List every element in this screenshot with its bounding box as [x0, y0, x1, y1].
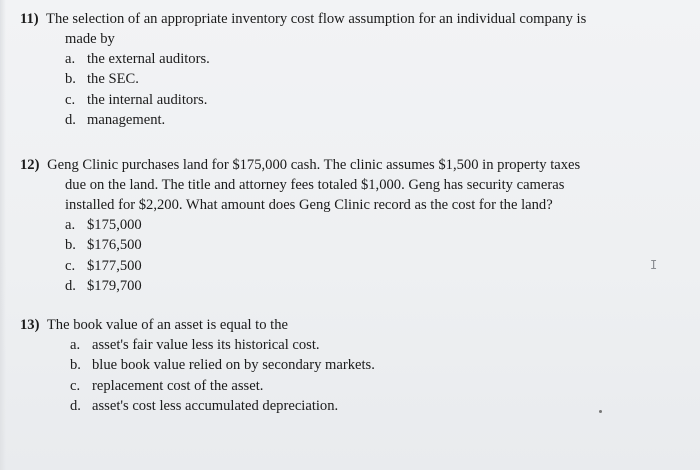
option-letter: a. [70, 337, 81, 353]
answer-option-a [65, 49, 670, 69]
option-letter: c. [70, 377, 81, 394]
question-text-line: Geng Clinic purchases land for $175,000 cash. The clinic assumes $1,500 in property taxes [47, 157, 581, 173]
option-letter: d. [70, 398, 81, 415]
option-text: asset's fair value less its historical cost. [92, 337, 320, 353]
option-letter: c. [65, 91, 76, 108]
option-letter: c. [65, 257, 76, 274]
question-text-line: due on the land. The title and attorney fees totaled $1,000. Geng has security cameras [65, 177, 565, 193]
page-edge-shadow [0, 0, 6, 470]
question-11-stem [20, 9, 670, 29]
question-number: 12) [20, 157, 40, 173]
question-13 [20, 315, 670, 417]
option-text: $179,700 [87, 278, 142, 295]
question-text-line: The book value of an asset is equal to the [46, 317, 288, 333]
option-text: replacement cost of the asset. [92, 377, 264, 394]
answer-options [20, 335, 670, 417]
option-text: $177,500 [87, 257, 142, 274]
question-number: 13) [20, 317, 40, 333]
answer-option-b [70, 355, 670, 375]
answer-option-a [65, 215, 670, 235]
option-letter: b. [65, 71, 76, 88]
question-12 [20, 155, 670, 297]
answer-option-b [65, 69, 670, 89]
option-letter: d. [65, 112, 76, 129]
option-text: the external auditors. [87, 51, 210, 67]
option-letter: a. [65, 51, 76, 67]
option-text: management. [87, 112, 166, 129]
option-text: the SEC. [87, 71, 139, 88]
dot-mark [599, 410, 602, 413]
question-text-line: installed for $2,200. What amount does Geng Clinic record as the cost for the land? [65, 197, 553, 213]
question-number: 11) [20, 11, 39, 27]
answer-option-d [65, 110, 670, 130]
answer-option-a [70, 335, 670, 355]
option-letter: b. [70, 357, 81, 374]
answer-options [20, 215, 670, 297]
option-text: asset's cost less accumulated depreciation. [92, 398, 339, 415]
option-text: $175,000 [87, 217, 142, 233]
question-12-stem [20, 155, 670, 175]
answer-option-d [65, 276, 670, 296]
question-text-line: The selection of an appropriate inventory cost flow assumption for an individual company is [46, 11, 587, 27]
question-13-stem [20, 315, 670, 335]
option-text: the internal auditors. [87, 91, 208, 108]
answer-option-b [65, 235, 670, 255]
question-11 [20, 9, 670, 131]
answer-options [20, 49, 670, 131]
answer-option-c [65, 90, 670, 110]
question-text-line: made by [65, 31, 115, 47]
answer-option-c [65, 256, 670, 276]
option-letter: d. [65, 278, 76, 295]
answer-option-c [70, 376, 670, 396]
option-text: blue book value relied on by secondary markets. [92, 357, 375, 374]
text-cursor-icon: I [650, 258, 658, 272]
option-letter: a. [65, 217, 76, 233]
option-text: $176,500 [87, 237, 142, 254]
option-letter: b. [65, 237, 76, 254]
answer-option-d [70, 396, 670, 416]
